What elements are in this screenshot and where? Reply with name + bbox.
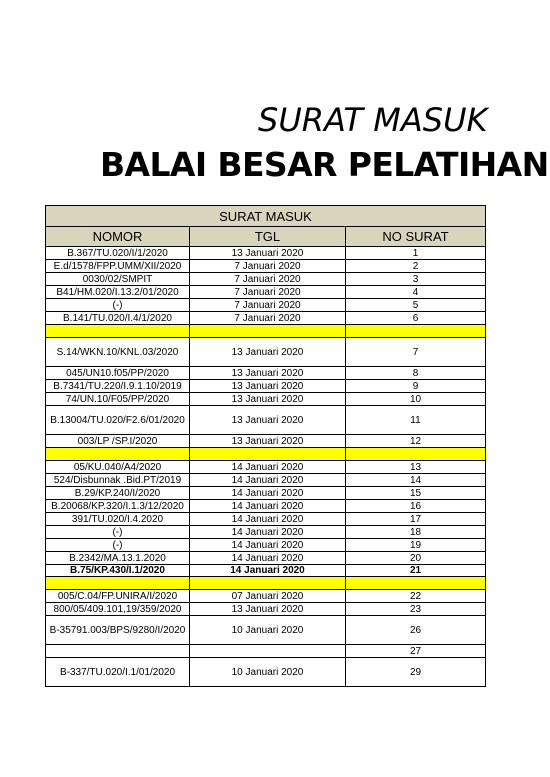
table-row <box>46 380 486 393</box>
table-row <box>46 474 486 487</box>
cell-tgl: 7 Januari 2020 <box>190 260 346 273</box>
table-row <box>46 565 486 577</box>
table-row <box>46 513 486 526</box>
table-row <box>46 435 486 448</box>
cell-nomor: B.20068/KP.320/I.1.3/12/2020 <box>46 500 190 513</box>
section-header: SURAT MASUK <box>46 206 486 227</box>
cell-nomor: B.2342/MA.13.1.2020 <box>46 552 190 565</box>
table-row <box>46 526 486 539</box>
cell-no-surat: 11 <box>346 406 486 435</box>
cell-no-surat: 6 <box>346 312 486 325</box>
cell-nomor: B-337/TU.020/I.1/01/2020 <box>46 658 190 687</box>
cell-nomor: B.75/KP.430/I.1/2020 <box>46 565 190 577</box>
page-subtitle: BALAI BESAR PELATIHAN <box>100 145 549 184</box>
cell-nomor: 045/UN10.f05/PP/2020 <box>46 367 190 380</box>
cell-tgl: 13 Januari 2020 <box>190 406 346 435</box>
cell-tgl <box>190 448 346 461</box>
cell-tgl: 14 Januari 2020 <box>190 474 346 487</box>
cell-nomor: 800/05/409.101,19/359/2020 <box>46 603 190 616</box>
cell-nomor: 05/KU.040/A4/2020 <box>46 461 190 474</box>
cell-nomor <box>46 645 190 658</box>
table-row <box>46 487 486 500</box>
cell-tgl: 10 Januari 2020 <box>190 616 346 645</box>
cell-tgl: 13 Januari 2020 <box>190 435 346 448</box>
cell-no-surat: 9 <box>346 380 486 393</box>
cell-tgl: 13 Januari 2020 <box>190 338 346 367</box>
cell-tgl <box>190 577 346 590</box>
cell-no-surat: 16 <box>346 500 486 513</box>
cell-nomor: B.7341/TU.220/I.9.1.10/2019 <box>46 380 190 393</box>
cell-no-surat: 18 <box>346 526 486 539</box>
table-row <box>46 616 486 645</box>
cell-tgl: 10 Januari 2020 <box>190 658 346 687</box>
cell-no-surat: 17 <box>346 513 486 526</box>
cell-tgl: 14 Januari 2020 <box>190 539 346 552</box>
cell-nomor: 524/Disbunnak .Bid.PT/2019 <box>46 474 190 487</box>
table-row <box>46 247 486 260</box>
surat-masuk-table <box>45 205 486 687</box>
cell-nomor <box>46 577 190 590</box>
section-header-row <box>46 206 486 227</box>
cell-nomor: (-) <box>46 539 190 552</box>
table-row <box>46 539 486 552</box>
cell-no-surat: 14 <box>346 474 486 487</box>
table-row <box>46 393 486 406</box>
table-row <box>46 603 486 616</box>
cell-nomor: (-) <box>46 299 190 312</box>
cell-nomor: 74/UN.10/F05/PP/2020 <box>46 393 190 406</box>
table-row <box>46 658 486 687</box>
table-row <box>46 406 486 435</box>
cell-nomor <box>46 448 190 461</box>
cell-nomor: B41/HM.020/I.13.2/01/2020 <box>46 286 190 299</box>
cell-nomor: B.367/TU.020/I/1/2020 <box>46 247 190 260</box>
cell-nomor: 391/TU.020/I.4.2020 <box>46 513 190 526</box>
cell-nomor: B.29/KP.240/I/2020 <box>46 487 190 500</box>
cell-tgl: 14 Januari 2020 <box>190 552 346 565</box>
cell-no-surat: 27 <box>346 645 486 658</box>
cell-tgl: 14 Januari 2020 <box>190 513 346 526</box>
separator-row <box>46 448 486 461</box>
cell-no-surat: 2 <box>346 260 486 273</box>
table-row <box>46 645 486 658</box>
table-row <box>46 338 486 367</box>
column-header-tgl: TGL <box>190 227 346 247</box>
cell-tgl: 14 Januari 2020 <box>190 565 346 577</box>
cell-nomor: 0030/02/SMPIT <box>46 273 190 286</box>
cell-tgl: 14 Januari 2020 <box>190 500 346 513</box>
column-header-nomor: NOMOR <box>46 227 190 247</box>
cell-tgl: 13 Januari 2020 <box>190 393 346 406</box>
cell-nomor: B-35791.003/BPS/9280/I/2020 <box>46 616 190 645</box>
cell-nomor: S.14/WKN.10/KNL.03/2020 <box>46 338 190 367</box>
page-title: SURAT MASUK <box>258 101 488 139</box>
cell-no-surat: 23 <box>346 603 486 616</box>
cell-tgl: 14 Januari 2020 <box>190 526 346 539</box>
cell-no-surat: 29 <box>346 658 486 687</box>
cell-no-surat: 7 <box>346 338 486 367</box>
table-row <box>46 367 486 380</box>
table-row <box>46 552 486 565</box>
cell-no-surat <box>346 448 486 461</box>
table-row <box>46 461 486 474</box>
cell-no-surat: 3 <box>346 273 486 286</box>
cell-tgl: 7 Januari 2020 <box>190 299 346 312</box>
cell-no-surat: 22 <box>346 590 486 603</box>
table-row <box>46 299 486 312</box>
cell-no-surat: 19 <box>346 539 486 552</box>
table-row <box>46 260 486 273</box>
cell-tgl: 7 Januari 2020 <box>190 273 346 286</box>
cell-tgl: 13 Januari 2020 <box>190 247 346 260</box>
cell-no-surat: 5 <box>346 299 486 312</box>
cell-no-surat: 8 <box>346 367 486 380</box>
separator-row <box>46 577 486 590</box>
cell-no-surat: 1 <box>346 247 486 260</box>
cell-no-surat: 21 <box>346 565 486 577</box>
table-row <box>46 286 486 299</box>
table-body <box>46 247 486 687</box>
spreadsheet <box>45 205 550 690</box>
cell-nomor: (-) <box>46 526 190 539</box>
separator-row <box>46 325 486 338</box>
cell-no-surat: 4 <box>346 286 486 299</box>
table-row <box>46 500 486 513</box>
table-row <box>46 590 486 603</box>
cell-no-surat: 20 <box>346 552 486 565</box>
cell-tgl: 07 Januari 2020 <box>190 590 346 603</box>
cell-no-surat <box>346 325 486 338</box>
cell-tgl: 14 Januari 2020 <box>190 461 346 474</box>
cell-nomor: B.141/TU.020/I.4/1/2020 <box>46 312 190 325</box>
cell-tgl <box>190 325 346 338</box>
column-header-row <box>46 227 486 247</box>
column-header-no-surat: NO SURAT <box>346 227 486 247</box>
cell-tgl <box>190 645 346 658</box>
cell-nomor: E.d/1578/FPP.UMM/XII/2020 <box>46 260 190 273</box>
cell-no-surat: 12 <box>346 435 486 448</box>
cell-no-surat: 15 <box>346 487 486 500</box>
table-row <box>46 312 486 325</box>
cell-tgl: 13 Januari 2020 <box>190 380 346 393</box>
cell-tgl: 14 Januari 2020 <box>190 487 346 500</box>
cell-tgl: 7 Januari 2020 <box>190 286 346 299</box>
cell-nomor: 003/LP /SP.I/2020 <box>46 435 190 448</box>
cell-nomor <box>46 325 190 338</box>
cell-no-surat: 13 <box>346 461 486 474</box>
cell-nomor: B.13004/TU.020/F2.6/01/2020 <box>46 406 190 435</box>
cell-nomor: 005/C.04/FP.UNIRA/I/2020 <box>46 590 190 603</box>
cell-no-surat <box>346 577 486 590</box>
cell-tgl: 7 Januari 2020 <box>190 312 346 325</box>
table-row <box>46 273 486 286</box>
cell-tgl: 13 Januari 2020 <box>190 367 346 380</box>
cell-tgl: 13 Januari 2020 <box>190 603 346 616</box>
cell-no-surat: 26 <box>346 616 486 645</box>
cell-no-surat: 10 <box>346 393 486 406</box>
